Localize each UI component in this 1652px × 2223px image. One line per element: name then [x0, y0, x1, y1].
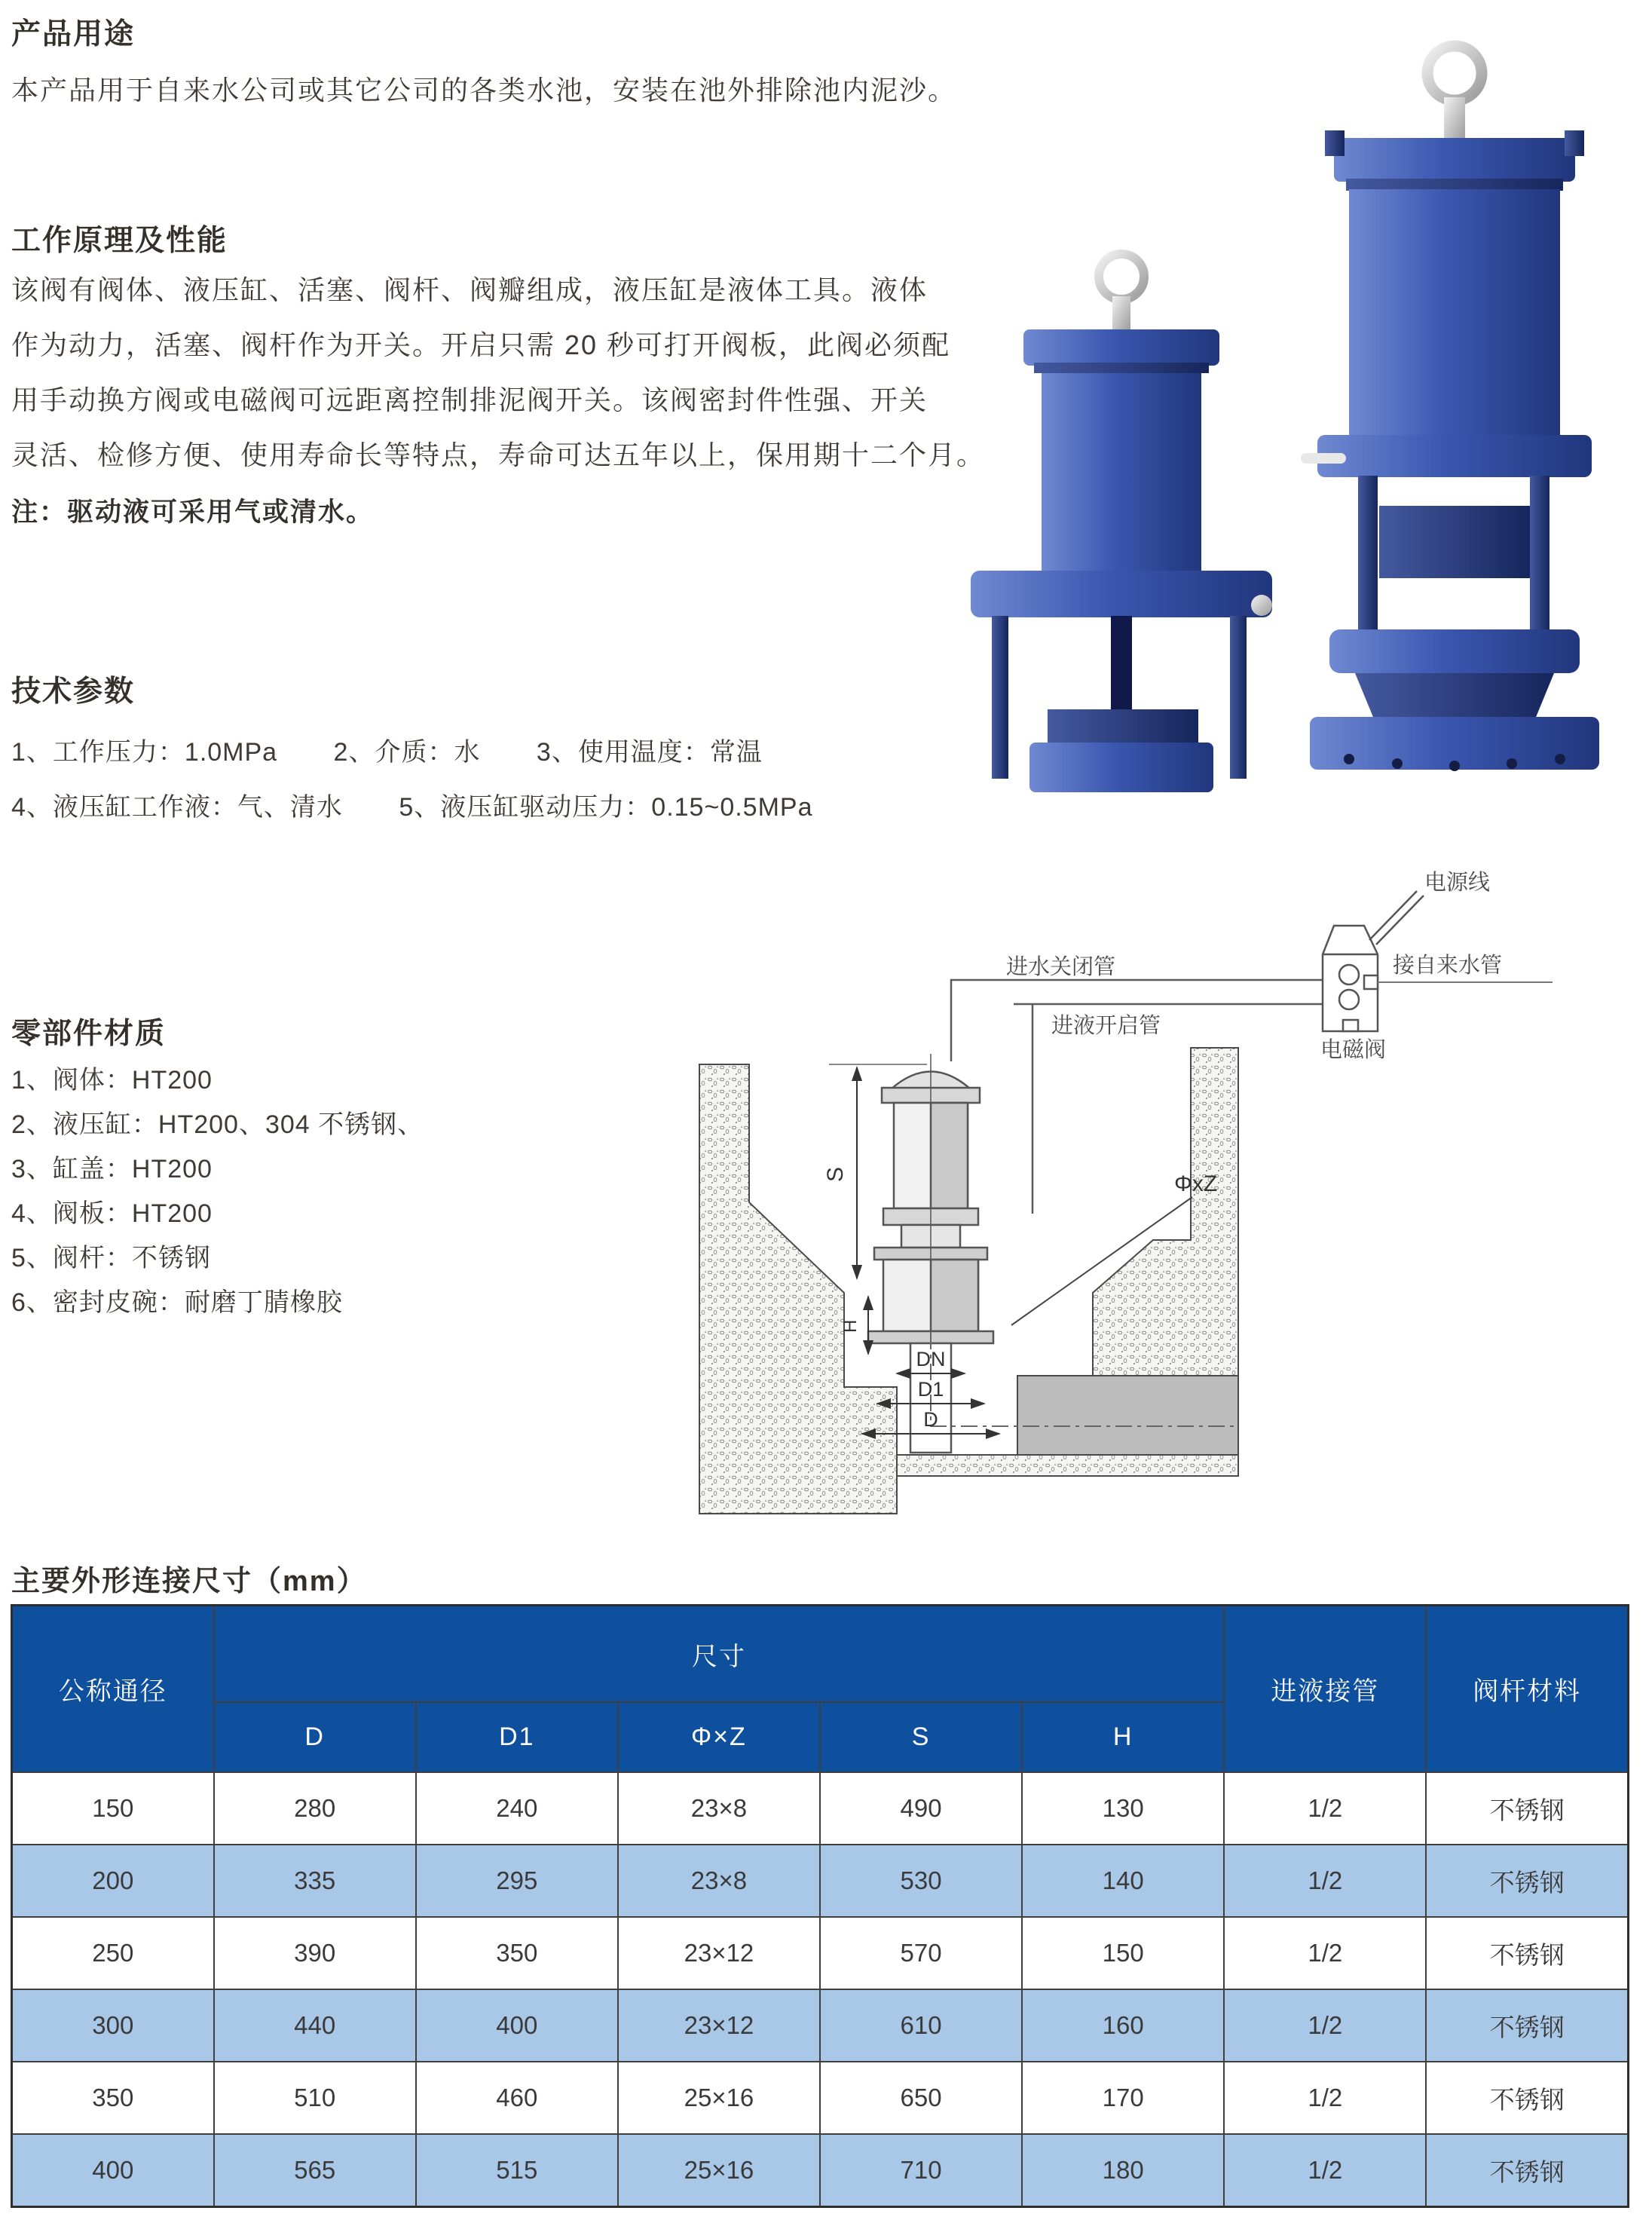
table-row [12, 1772, 1629, 1845]
cell: 300 [12, 1989, 214, 2062]
solenoid-label: 电磁阀 [1320, 1038, 1387, 1062]
dim-d1-label: D1 [917, 1378, 944, 1401]
table-title: 主要外形连接尺寸（mm） [11, 1566, 367, 1597]
cell: 710 [820, 2134, 1022, 2207]
cell: 23×12 [618, 1917, 820, 1989]
cell: 440 [214, 1989, 416, 2062]
material-item: 1、阀体：HT200 [11, 1066, 213, 1095]
inlet-open-label: 进液开启管 [1051, 1014, 1161, 1038]
cell: 510 [214, 2062, 416, 2134]
dim-h-label: H [840, 1319, 861, 1333]
tech-param-item: 2、介质：水 [333, 738, 481, 767]
valve-photo-left [971, 254, 1272, 792]
cell: 130 [1022, 1772, 1224, 1845]
principle-line: 作为动力，活塞、阀杆作为开关。开启只需 20 秒可打开阀板，此阀必须配 [11, 329, 951, 360]
power-line-label: 电源线 [1424, 871, 1491, 895]
material-item: 4、阀板：HT200 [11, 1199, 213, 1228]
cell: 240 [416, 1772, 618, 1845]
inlet-close-label: 进水关闭管 [1006, 955, 1116, 979]
phi-z-label: ΦxZ [1174, 1171, 1218, 1196]
usage-body: 本产品用于自来水公司或其它公司的各类水池，安装在池外排除池内泥沙。 [11, 75, 957, 106]
cell: 350 [12, 2062, 214, 2134]
table-row [12, 1989, 1629, 2062]
cell: 不锈钢 [1426, 2134, 1628, 2207]
cell: 565 [214, 2134, 416, 2207]
cell: 不锈钢 [1426, 1917, 1628, 1989]
header-inlet-pipe: 进液接管 [1224, 1606, 1426, 1773]
tech-param-item: 4、液压缸工作液：气、清水 [11, 793, 343, 822]
header-d: D [214, 1702, 416, 1772]
materials-list [11, 1058, 424, 1325]
cell: 530 [820, 1845, 1022, 1917]
cell: 1/2 [1224, 2134, 1426, 2207]
tech-param-item: 1、工作压力：1.0MPa [11, 738, 278, 767]
table-row [12, 2134, 1629, 2207]
valve-photo-right [1301, 46, 1599, 771]
section-title-principle: 工作原理及性能 [11, 225, 228, 257]
installation-diagram [671, 859, 1650, 1545]
cell: 23×12 [618, 1989, 820, 2062]
cell: 490 [820, 1772, 1022, 1845]
cell: 150 [12, 1772, 214, 1845]
cell: 400 [12, 2134, 214, 2207]
outlet-channel [1017, 1376, 1238, 1455]
header-stem-material: 阀杆材料 [1426, 1606, 1628, 1773]
cell: 390 [214, 1917, 416, 1989]
dimensions-table [11, 1604, 1629, 2208]
cell: 1/2 [1224, 2062, 1426, 2134]
cell: 400 [416, 1989, 618, 2062]
cell: 350 [416, 1917, 618, 1989]
cell: 610 [820, 1989, 1022, 2062]
cell: 25×16 [618, 2134, 820, 2207]
tech-params-row1 [11, 731, 811, 768]
cell: 170 [1022, 2062, 1224, 2134]
principle-paragraph [11, 262, 985, 482]
cell: 1/2 [1224, 1917, 1426, 1989]
section-title-tech-params: 技术参数 [11, 675, 136, 708]
cell: 1/2 [1224, 1845, 1426, 1917]
section-title-materials: 零部件材质 [11, 1018, 167, 1050]
dim-s-label: S [823, 1166, 848, 1182]
cell: 1/2 [1224, 1772, 1426, 1845]
cell: 250 [12, 1917, 214, 1989]
cell: 150 [1022, 1917, 1224, 1989]
principle-note: 注：驱动液可采用气或清水。 [11, 498, 375, 527]
table-row [12, 1845, 1629, 1917]
cell: 280 [214, 1772, 416, 1845]
cell: 23×8 [618, 1845, 820, 1917]
tech-param-item: 5、液压缸驱动压力：0.15~0.5MPa [399, 793, 813, 822]
cell: 160 [1022, 1989, 1224, 2062]
cell: 180 [1022, 2134, 1224, 2207]
header-phiz: Φ×Z [618, 1702, 820, 1772]
header-h: H [1022, 1702, 1224, 1772]
material-item: 3、缸盖：HT200 [11, 1155, 213, 1183]
principle-line: 灵活、检修方便、使用寿命长等特点，寿命可达五年以上，保用期十二个月。 [11, 439, 986, 470]
dim-dn-label: DN [916, 1348, 946, 1370]
material-item: 5、阀杆：不锈钢 [11, 1244, 211, 1272]
cell: 不锈钢 [1426, 1772, 1628, 1845]
header-nominal-diameter: 公称通径 [12, 1606, 214, 1773]
cell: 335 [214, 1845, 416, 1917]
tap-water-label: 接自来水管 [1393, 954, 1503, 978]
material-item: 2、液压缸：HT200、304 不锈钢、 [11, 1110, 424, 1139]
cell: 295 [416, 1845, 618, 1917]
principle-line: 该阀有阀体、液压缸、活塞、阀杆、阀瓣组成，液压缸是液体工具。液体 [11, 274, 928, 305]
cell: 不锈钢 [1426, 2062, 1628, 2134]
section-title-usage: 产品用途 [11, 18, 136, 51]
tech-param-item: 3、使用温度：常温 [536, 738, 763, 767]
header-size-group: 尺寸 [214, 1606, 1225, 1703]
cell: 1/2 [1224, 1989, 1426, 2062]
cell: 不锈钢 [1426, 1989, 1628, 2062]
cell: 515 [416, 2134, 618, 2207]
cell: 不锈钢 [1426, 1845, 1628, 1917]
cell: 200 [12, 1845, 214, 1917]
table-header-row-1 [12, 1606, 1629, 1703]
header-s: S [820, 1702, 1022, 1772]
cell: 460 [416, 2062, 618, 2134]
table-row [12, 1917, 1629, 1989]
dim-d-label: D [923, 1408, 938, 1431]
material-item: 6、密封皮碗：耐磨丁腈橡胶 [11, 1288, 343, 1317]
cell: 140 [1022, 1845, 1224, 1917]
tech-params-row2 [11, 786, 861, 823]
product-photo-valves [957, 34, 1650, 795]
cell: 25×16 [618, 2062, 820, 2134]
cell: 650 [820, 2062, 1022, 2134]
principle-line: 用手动换方阀或电磁阀可远距离控制排泥阀开关。该阀密封件性强、开关 [11, 384, 928, 415]
header-d1: D1 [416, 1702, 618, 1772]
cell: 570 [820, 1917, 1022, 1989]
cell: 23×8 [618, 1772, 820, 1845]
table-row [12, 2062, 1629, 2134]
